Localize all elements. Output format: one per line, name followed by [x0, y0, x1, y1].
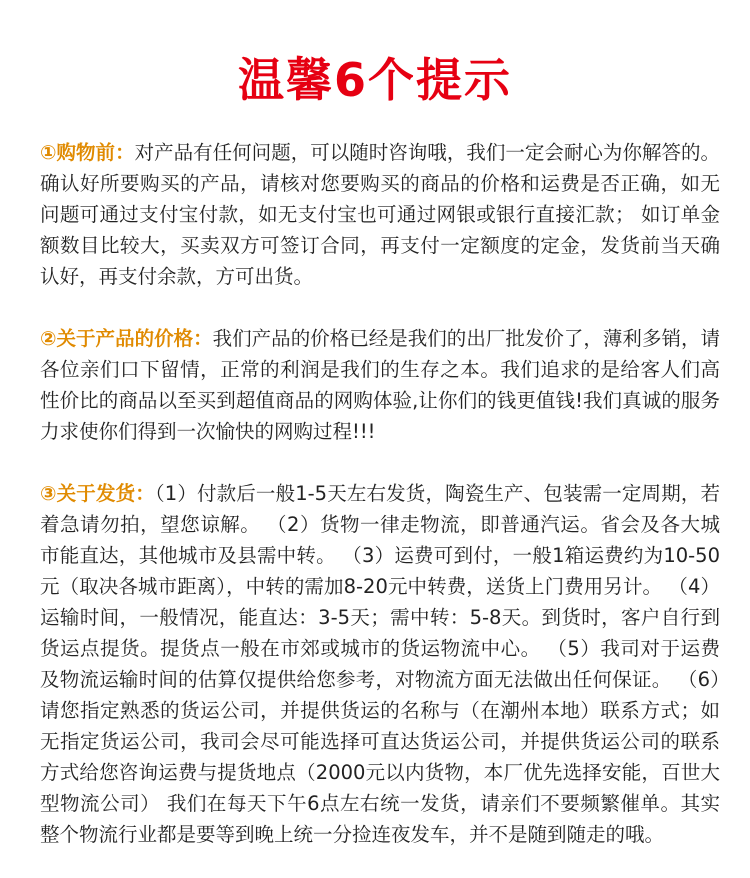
tip-text: 我们产品的价格已经是我们的出厂批发价了，薄利多销，请各位亲们口下留情，正常的利润是我们的生存之本。我们追求的是给客人们高性价比的商品以至买到超值商品的网购体验,让你们的钱更值钱!我们真诚的服务力求使你们得到一次愉快的网购过程!!! — [40, 327, 720, 443]
tips-list — [40, 137, 720, 850]
tip-label: ②关于产品的价格： — [40, 327, 213, 350]
tip-label: ③关于发货： — [40, 482, 155, 505]
tip-text: （1）付款后一般1-5天左右发货，陶瓷生产、包装需一定周期，若着急请勿拍，望您谅解。 （2）货物一律走物流，即普通汽运。省会及各大城市能直达，其他城市及县需中转。 （3）运费可到付，一般1箱运费约为10-50元（取决各城市距离），中转的需加8-20元中转费，送货上门费用另计。 （4）运输时间，一般情况，能直达：3-5天；需中转：5-8天。到货时，客户自行到货运点提货。提货点一般在市郊或城市的货运物流中心。 （5）我司对于运费及物流运输时间的估算仅提供给您参考，对物流方面无法做出任何保证。 （6）请您指定熟悉的货运公司，并提供货运的名称与（在潮州本地）联系方式；如无指定货运公司，我司会尽可能选择可直达货运公司，并提供货运公司的联系方式给您咨询运费与提货地点（2000元以内货物，本厂优先选择安能，百世大型物流公司） 我们在每天下午6点左右统一发货，请亲们不要频繁催单。其实整个物流行业都是要等到晚上统一分捡连夜发车，并不是随到随走的哦。 — [40, 482, 720, 846]
tip-product-price — [40, 323, 720, 447]
tip-text: 对产品有任何问题，可以随时咨询哦，我们一定会耐心为你解答的。 确认好所要购买的产品，请核对您要购买的商品的价格和运费是否正确，如无问题可通过支付宝付款，如无支付宝也可通过网银或银行直接汇款； 如订单金额数目比较大，买卖双方可签订合同，再支付一定额度的定金，发货前当天确认好，再支付余款，方可出货。 — [40, 141, 720, 288]
page-title: 温馨6个提示 — [237, 53, 512, 107]
tip-before-purchase — [40, 137, 720, 292]
tip-label: ①购物前： — [40, 141, 135, 164]
tip-shipping — [40, 478, 720, 850]
